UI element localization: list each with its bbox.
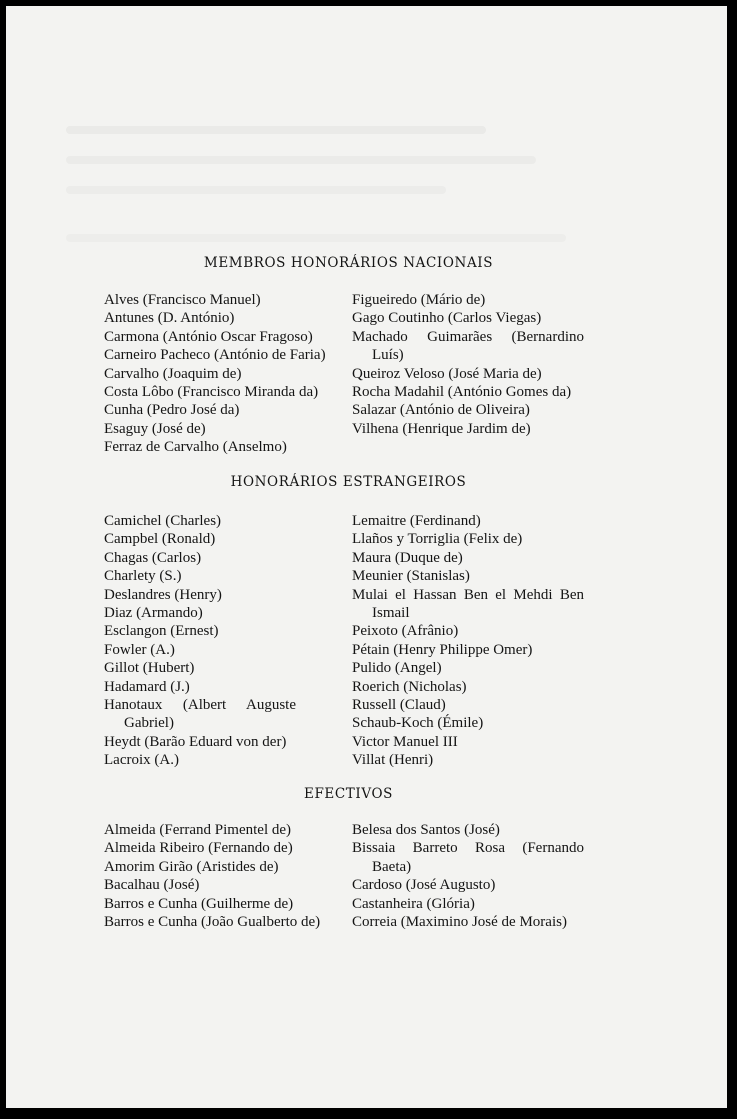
member-entry: Pulido (Angel)	[352, 660, 442, 677]
member-entry: Belesa dos Santos (José)	[352, 822, 500, 838]
member-entry: Pétain (Henry Philippe Omer)	[352, 641, 533, 658]
member-entry: Salazar (António de Oliveira)	[352, 402, 530, 419]
member-entry: Castanheira (Glória)	[352, 895, 475, 912]
member-entry: Maura (Duque de)	[352, 549, 463, 566]
member-entry: Campbel (Ronald)	[104, 531, 216, 548]
section-heading-nacionais: MEMBROS HONORÁRIOS NACIONAIS	[203, 255, 494, 271]
bleed-through-line	[66, 186, 446, 194]
member-entry: Mulai el Hassan Ben el Mehdi Ben Ismail	[352, 586, 584, 622]
member-entry: Queiroz Veloso (José Maria de)	[352, 365, 542, 382]
member-entry: Machado Guimarães (Bernardino Luís)	[352, 328, 584, 364]
member-entry: Cunha (Pedro José da)	[104, 402, 240, 419]
member-entry: Alves (Francisco Manuel)	[104, 292, 261, 308]
member-entry: Gillot (Hubert)	[104, 660, 195, 677]
document-page	[6, 6, 727, 1108]
member-entry: Antunes (D. António)	[104, 310, 235, 327]
estrangeiros-left-column	[104, 512, 336, 770]
member-entry: Bacalhau (José)	[104, 877, 200, 894]
member-entry: Rocha Madahil (António Gomes da)	[352, 384, 572, 401]
member-entry: Fowler (A.)	[104, 641, 175, 658]
member-entry: Peixoto (Afrânio)	[352, 623, 459, 640]
member-entry: Gago Coutinho (Carlos Viegas)	[352, 310, 542, 327]
member-entry: Deslandres (Henry)	[104, 586, 222, 603]
member-entry: Carvalho (Joaquim de)	[104, 365, 242, 382]
member-entry: Diaz (Armando)	[104, 605, 203, 622]
nacionais-left-column	[104, 291, 336, 457]
member-entry: Llaños y Torriglia (Felix de)	[352, 531, 523, 548]
estrangeiros-right-column	[352, 512, 584, 770]
member-entry: Barros e Cunha (João Gualberto de)	[104, 914, 321, 931]
member-entry: Lemaitre (Ferdinand)	[352, 513, 481, 529]
member-entry: Esaguy (José de)	[104, 420, 206, 437]
member-entry: Carneiro Pacheco (António de Faria)	[104, 347, 326, 364]
efectivos-right-column	[352, 821, 584, 931]
member-entry: Costa Lôbo (Francisco Miranda da)	[104, 384, 319, 401]
member-entry: Meunier (Stanislas)	[352, 568, 470, 585]
member-entry: Carmona (António Oscar Fragoso)	[104, 328, 313, 345]
member-entry: Schaub-Koch (Émile)	[352, 715, 484, 732]
member-entry: Figueiredo (Mário de)	[352, 292, 486, 308]
member-entry: Chagas (Carlos)	[104, 549, 202, 566]
member-entry: Almeida Ribeiro (Fernando de)	[104, 840, 293, 857]
member-entry: Vilhena (Henrique Jardim de)	[352, 420, 531, 437]
member-entry: Russell (Claud)	[352, 697, 446, 714]
member-entry: Roerich (Nicholas)	[352, 678, 467, 695]
member-entry: Cardoso (José Augusto)	[352, 877, 496, 894]
member-entry: Bissaia Barreto Rosa (Fernando Baeta)	[352, 840, 584, 875]
member-entry: Victor Manuel III	[352, 733, 458, 750]
member-entry: Hadamard (J.)	[104, 678, 190, 695]
bleed-through-line	[66, 126, 486, 134]
bleed-through-line	[66, 156, 536, 164]
member-entry: Heydt (Barão Eduard von der)	[104, 733, 287, 750]
member-entry: Barros e Cunha (Guilherme de)	[104, 895, 294, 912]
member-entry: Almeida (Ferrand Pimentel de)	[104, 822, 292, 838]
member-entry: Amorim Girão (Aristides de)	[104, 858, 279, 875]
nacionais-right-column	[352, 291, 584, 438]
member-entry: Correia (Maximino José de Morais)	[352, 914, 567, 931]
member-entry: Ferraz de Carvalho (Anselmo)	[104, 439, 287, 456]
member-entry: Hanotaux (Albert Auguste Gabriel)	[104, 697, 296, 732]
member-entry: Villat (Henri)	[352, 752, 434, 769]
member-entry: Camichel (Charles)	[104, 513, 222, 529]
section-heading-efectivos: EFECTIVOS	[304, 786, 393, 802]
member-entry: Esclangon (Ernest)	[104, 623, 219, 640]
member-entry: Charlety (S.)	[104, 568, 182, 585]
bleed-through-line	[66, 234, 566, 242]
member-entry: Lacroix (A.)	[104, 752, 179, 769]
efectivos-left-column	[104, 821, 336, 931]
section-heading-estrangeiros: HONORÁRIOS ESTRANGEIROS	[230, 474, 467, 490]
